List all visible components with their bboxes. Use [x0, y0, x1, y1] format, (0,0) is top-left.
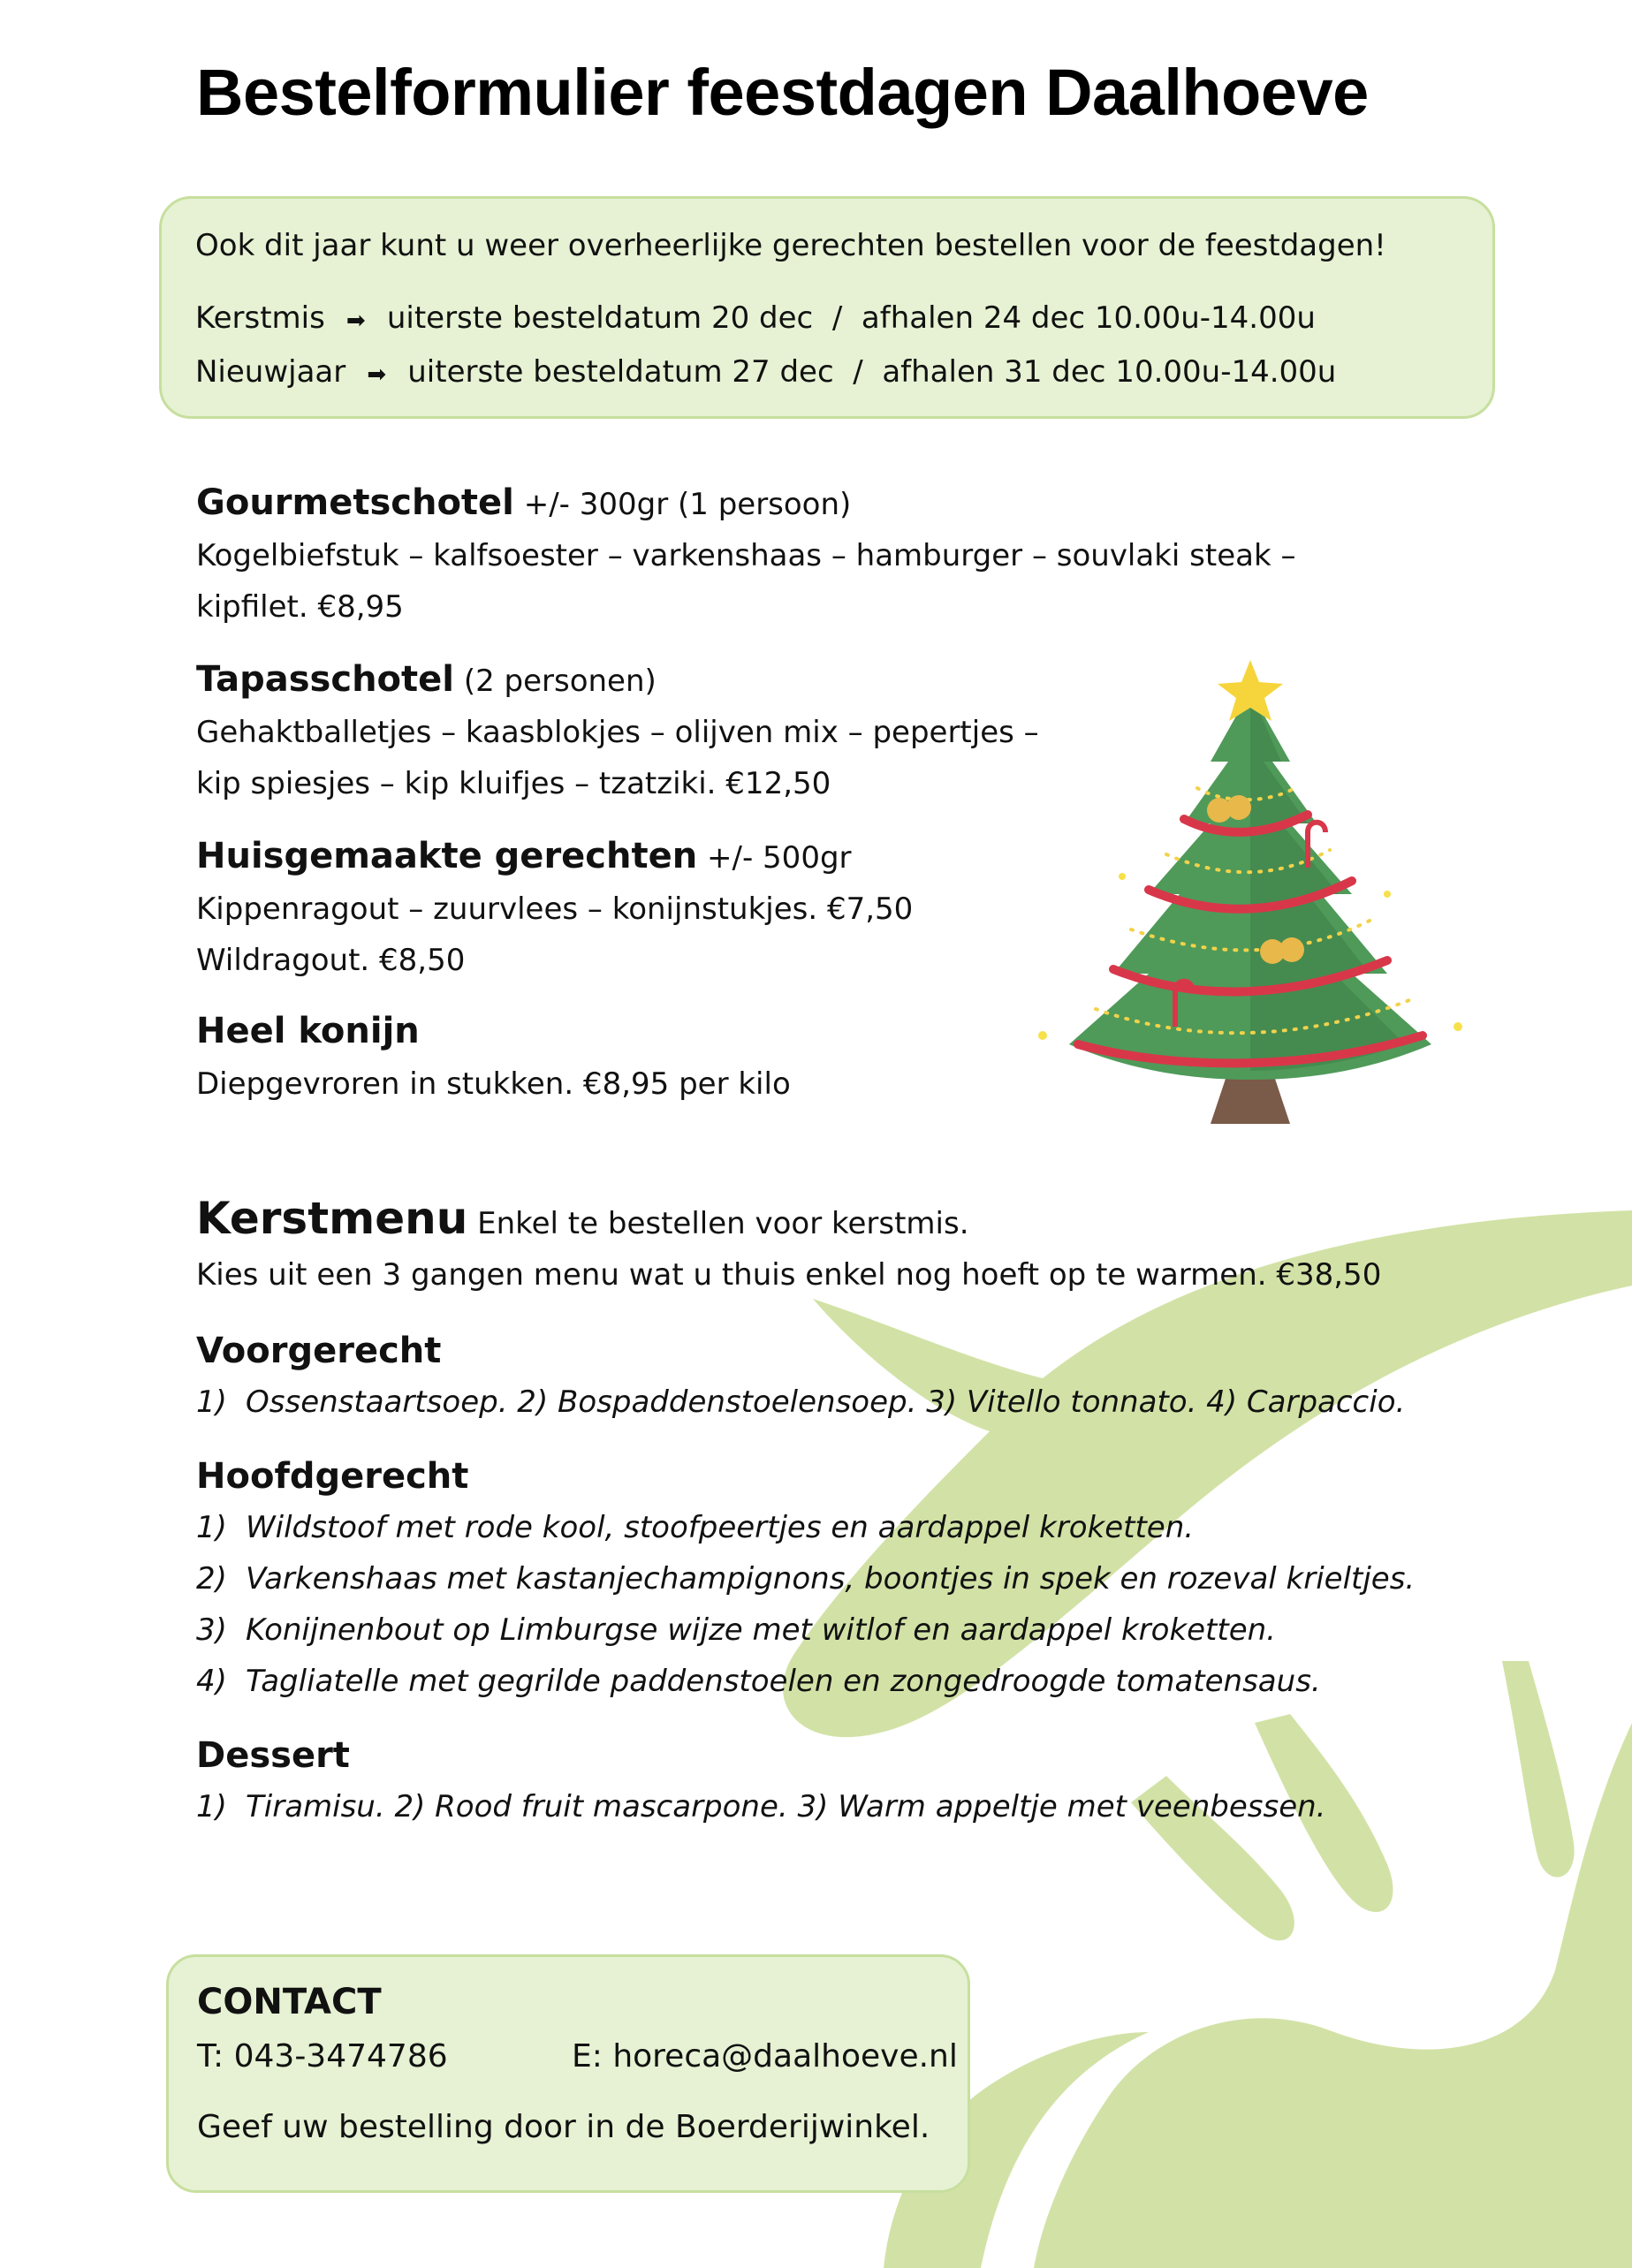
- product-line: Kogelbiefstuk – kalfsoester – varkenshaas – hamburger – souvlaki steak –: [196, 538, 1296, 573]
- contact-email[interactable]: E: horeca@daalhoeve.nl: [572, 2038, 958, 2075]
- product-line: Kippenragout – zuurvlees – konijnstukjes. €7,50: [196, 891, 914, 927]
- product-gourmetschotel: [196, 477, 1295, 633]
- intro-box: [159, 196, 1495, 419]
- arrow-right-icon: ➡: [367, 361, 387, 388]
- arrow-right-icon: ➡: [345, 307, 366, 334]
- deadline-text: uiterste besteldatum 20 dec / afhalen 24 dec 10.00u-14.00u: [386, 300, 1316, 336]
- product-line: kipfilet. €8,95: [196, 589, 404, 625]
- course-item: 1) Wildstoof met rode kool, stoofpeertjes en aardappel kroketten.: [196, 1510, 1195, 1545]
- product-line: Diepgevroren in stukken. €8,95 per kilo: [196, 1066, 791, 1102]
- product-name: Gourmetschotel: [196, 482, 514, 523]
- product-line: kip spiesjes – kip kluifjes – tzatziki. €12,50: [196, 766, 831, 801]
- product-line: Wildragout. €8,50: [196, 943, 466, 978]
- product-note: +/- 500gr: [707, 840, 852, 876]
- product-heel-konijn: [196, 1005, 791, 1110]
- page-title: Bestelformulier feestdagen Daalhoeve: [196, 56, 1369, 129]
- kerstmenu-note: Enkel te bestellen voor kerstmis.: [477, 1206, 969, 1241]
- intro-text: Ook dit jaar kunt u weer overheerlijke gerechten bestellen voor de feestdagen!: [195, 228, 1386, 263]
- product-note: +/- 300gr (1 persoon): [523, 487, 852, 522]
- contact-box: [166, 1954, 970, 2193]
- deadline-row-kerstmis: [195, 292, 1492, 346]
- product-name: Huisgemaakte gerechten: [196, 836, 698, 876]
- contact-title: CONTACT: [197, 1982, 382, 2022]
- course-name: Voorgerecht: [196, 1331, 442, 1371]
- product-huisgemaakte-gerechten: [196, 831, 913, 986]
- kerstmenu-title: Kerstmenu: [196, 1193, 468, 1244]
- course-item: 1) Tiramisu. 2) Rood fruit mascarpone. 3) Warm appeltje met veenbessen.: [196, 1789, 1326, 1824]
- product-name: Heel konijn: [196, 1011, 420, 1051]
- course-voorgerecht: [196, 1325, 1405, 1428]
- deadline-label: Kerstmis: [195, 300, 325, 336]
- contact-footer: Geef uw bestelling door in de Boerderijwinkel.: [197, 2109, 930, 2145]
- course-dessert: [196, 1730, 1325, 1832]
- course-item: 1) Ossenstaartsoep. 2) Bospaddenstoelensoep. 3) Vitello tonnato. 4) Carpaccio.: [196, 1384, 1406, 1420]
- deadline-label: Nieuwjaar: [195, 354, 346, 390]
- course-name: Dessert: [196, 1735, 350, 1776]
- deadline-row-nieuwjaar: [195, 346, 1492, 400]
- kerstmenu-section: [196, 1193, 1381, 1301]
- course-item: 4) Tagliatelle met gegrilde paddenstoelen en zongedroogde tomatensaus.: [196, 1664, 1321, 1699]
- product-line: Gehaktballetjes – kaasblokjes – olijven mix – pepertjes –: [196, 715, 1039, 750]
- kerstmenu-intro: Kies uit een 3 gangen menu wat u thuis enkel nog hoeft op te warmen. €38,50: [196, 1257, 1382, 1293]
- product-note: (2 personen): [463, 664, 657, 699]
- christmas-tree-icon: [1016, 656, 1484, 1133]
- contact-phone[interactable]: T: 043-3474786: [197, 2038, 448, 2075]
- course-name: Hoofdgerecht: [196, 1456, 469, 1497]
- product-tapasschotel: [196, 654, 1039, 809]
- course-hoofdgerecht: [196, 1451, 1415, 1707]
- deadline-text: uiterste besteldatum 27 dec / afhalen 31 dec 10.00u-14.00u: [407, 354, 1337, 390]
- course-item: 3) Konijnenbout op Limburgse wijze met witlof en aardappel kroketten.: [196, 1612, 1276, 1648]
- course-item: 2) Varkenshaas met kastanjechampignons, boontjes in spek en rozeval krieltjes.: [196, 1561, 1416, 1597]
- product-name: Tapasschotel: [196, 659, 454, 700]
